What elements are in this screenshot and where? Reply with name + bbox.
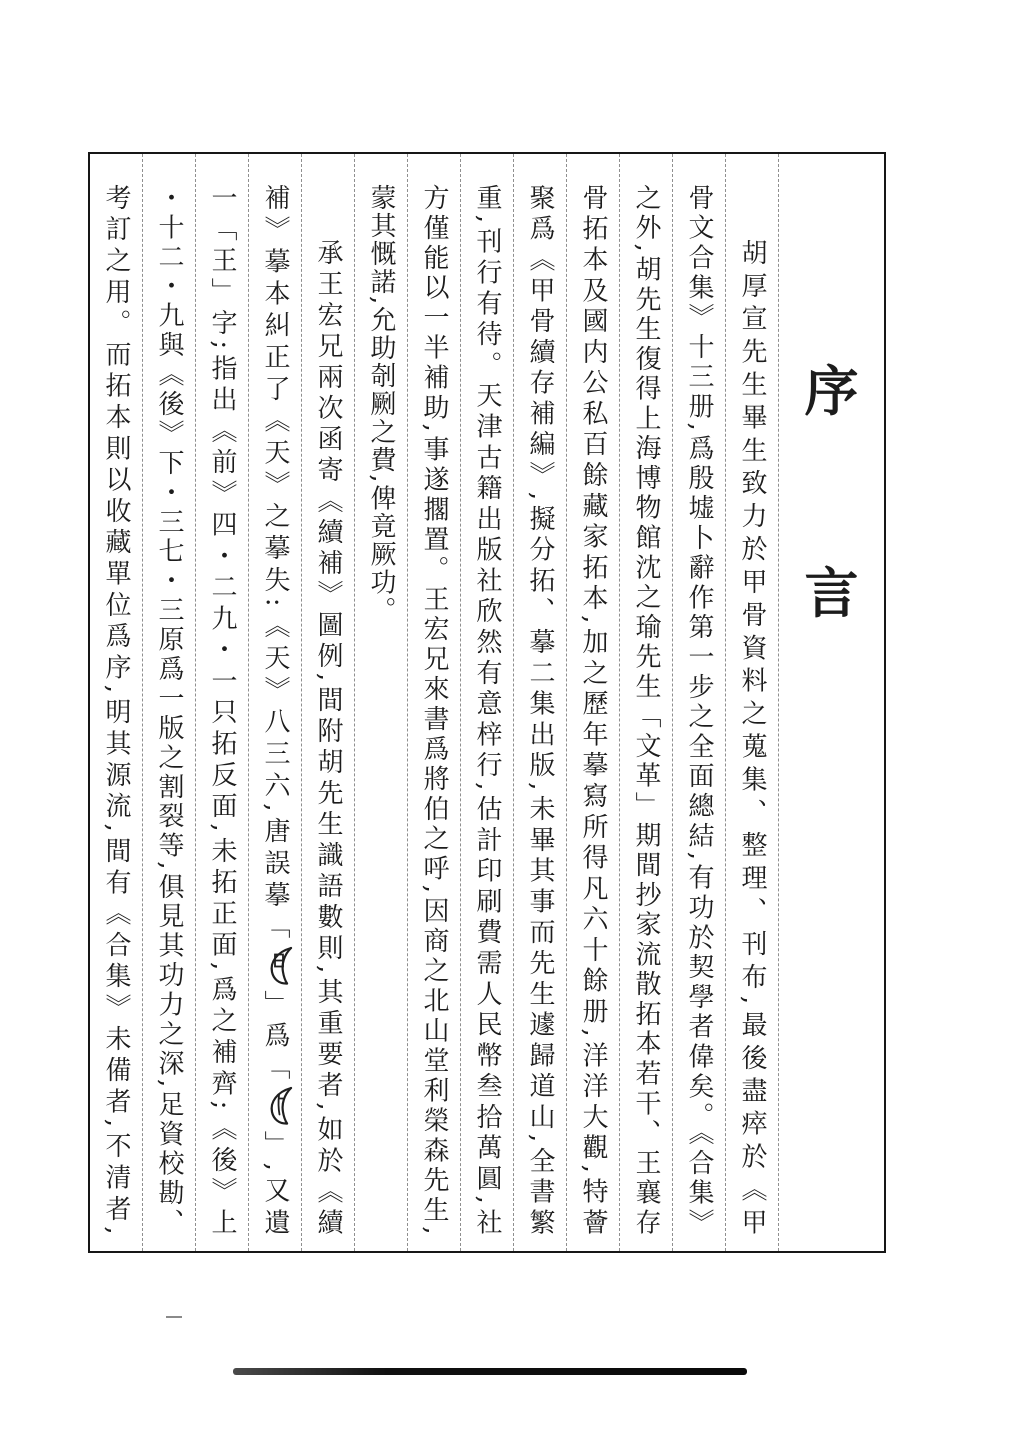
text-column-11 xyxy=(195,154,248,1251)
column-text: 重,刊行有待。天津古籍出版社欣然有意梓行,估計印刷費需人民幣叁拾萬圓,社 xyxy=(472,184,502,1235)
column-text: 方僅能以一半補助,事遂擱置。王宏兄來書爲將伯之呼,因商之北山堂利榮森先生, xyxy=(419,184,449,1235)
scan-artifact-small-dash xyxy=(166,1316,182,1318)
oracle-bone-glyph-enclosure-with-stroke xyxy=(267,1085,297,1125)
page-title-char-1: 序 xyxy=(804,359,859,423)
column-text: 骨文合集》十三册,爲殷墟卜辭作第一步之全面總結,有功於契學者偉矣。《合集》 xyxy=(684,184,714,1235)
oracle-bone-glyph-enclosure-with-sun xyxy=(267,945,297,985)
text-frame xyxy=(88,152,886,1253)
text-column-13 xyxy=(90,154,142,1251)
scan-artifact-bottom-line xyxy=(233,1368,747,1375)
page-title-char-2: 言 xyxy=(804,561,859,625)
column-text: ・十二・九與《後》下・三七・三原爲一版之割裂等,俱見其功力之深,足資校勘、 xyxy=(154,184,184,1235)
text-column-5 xyxy=(513,154,566,1251)
text-column-12 xyxy=(142,154,195,1251)
text-column-7 xyxy=(407,154,460,1251)
text-column-2 xyxy=(672,154,725,1251)
column-text: 」,又遺 xyxy=(260,1125,290,1236)
column-text: 之外,胡先生復得上海博物館沈之瑜先生「文革」期間抄家流散拓本若干、王襄存 xyxy=(631,184,661,1235)
column-text: 補》摹本糾正了《天》之摹失:《天》八三六,唐誤摹「 xyxy=(260,184,290,945)
text-column-4 xyxy=(566,154,619,1251)
text-column-8 xyxy=(354,154,407,1251)
column-text: 考訂之用。而拓本則以收藏單位爲序,明其源流,間有《合集》未備者,不清者, xyxy=(101,184,131,1235)
column-text: 胡厚宣先生畢生致力於甲骨資料之蒐集、整理、刊布,最後盡瘁於《甲 xyxy=(737,239,767,1235)
title-column xyxy=(778,154,884,1251)
column-text: 聚爲《甲骨續存補編》,擬分拓、摹二集出版,未畢其事而先生遽歸道山,全書繁 xyxy=(525,184,555,1235)
column-text: 骨拓本及國内公私百餘藏家拓本,加之歷年摹寫所得凡六十餘册,洋洋大觀,特薈 xyxy=(578,184,608,1235)
column-text: 承王宏兄兩次函寄《續補》圖例,間附胡先生識語數則,其重要者,如於《續 xyxy=(313,239,343,1235)
text-column-6 xyxy=(460,154,513,1251)
text-column-10 xyxy=(248,154,301,1251)
column-text: 一「王」字;指出《前》四・二九・一只拓反面,未拓正面,爲之補齊;《後》上 xyxy=(207,184,237,1235)
text-column-9 xyxy=(301,154,354,1251)
text-column-3 xyxy=(619,154,672,1251)
column-text: 」爲「 xyxy=(260,984,290,1086)
column-text: 蒙其慨諾,允助剞劂之費,俾竟厥功。 xyxy=(366,184,396,625)
text-column-1 xyxy=(725,154,778,1251)
